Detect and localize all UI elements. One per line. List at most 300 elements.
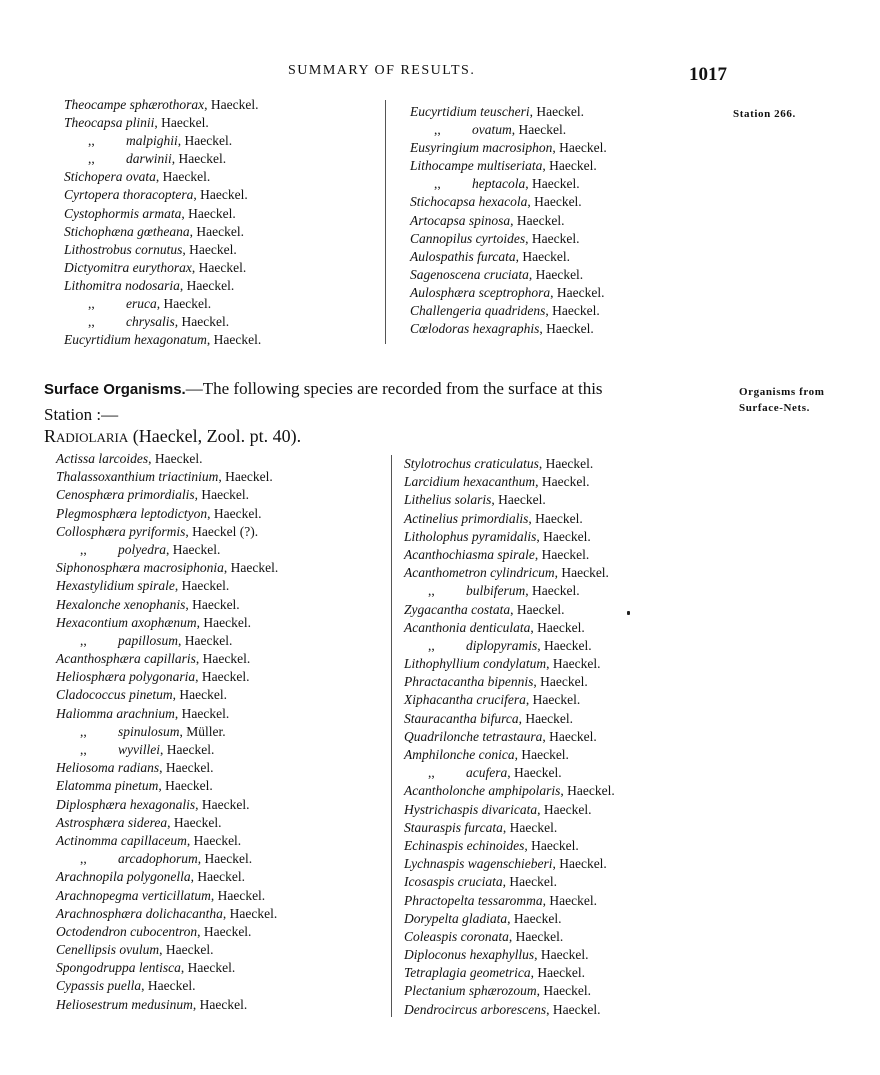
species-entry	[404, 510, 615, 528]
species-entry	[56, 959, 278, 977]
species-entry	[64, 277, 261, 295]
page-number: 1017	[689, 64, 727, 85]
ditto-mark: ,,	[88, 133, 95, 149]
species-name: Stichocapsa hexacola	[410, 194, 528, 210]
species-name: Echinaspis echinoides	[404, 837, 525, 853]
species-name: Siphonosphæra macrosiphonia	[56, 560, 224, 576]
species-entry	[64, 205, 261, 223]
species-authority: , Haeckel.	[546, 656, 601, 672]
species-name: Diploconus hexaphyllus	[404, 947, 535, 963]
species-entry	[404, 637, 615, 655]
species-authority: , Haeckel.	[182, 241, 237, 257]
species-name: Amphilonche conica	[404, 747, 515, 762]
surface-organisms-heading	[44, 376, 603, 427]
species-authority: , Haeckel.	[560, 783, 615, 799]
ditto-mark: ,,	[434, 122, 441, 138]
margin-note-organisms	[739, 384, 825, 416]
species-name: Phractacantha bipennis	[404, 674, 534, 690]
species-entry	[56, 868, 278, 886]
species-name: Challengeria quadridens	[410, 303, 546, 319]
species-entry	[410, 320, 607, 338]
species-entry	[410, 212, 607, 230]
species-name: eruca	[126, 296, 157, 312]
species-authority: , Haeckel.	[552, 856, 607, 872]
species-name: Actinelius primordialis	[404, 510, 529, 526]
species-name: Dictyomitra eurythorax	[64, 259, 192, 275]
species-name: Coleaspis coronata	[404, 928, 509, 944]
species-name: diplopyramis	[466, 637, 538, 653]
species-name: Elatomma pinetum	[56, 778, 159, 794]
species-entry	[56, 468, 278, 486]
species-name: Sagenoscena cruciata	[410, 266, 529, 282]
species-entry	[404, 710, 615, 728]
species-authority: , Haeckel.	[210, 887, 266, 903]
species-entry	[64, 313, 261, 331]
species-entry	[56, 977, 278, 995]
species-authority: , Haeckel.	[206, 332, 262, 348]
species-name: Lychnaspis wagenschieberi	[404, 856, 553, 872]
species-name: Acantholonche amphipolaris	[404, 783, 561, 799]
species-name: Aulospathis furcata	[410, 248, 516, 264]
species-authority: , Haeckel.	[196, 614, 251, 630]
species-authority: , Haeckel.	[539, 321, 594, 337]
species-authority: , Haeckel.	[525, 176, 580, 192]
species-entry	[64, 168, 261, 186]
species-authority: , Haeckel.	[158, 778, 213, 794]
species-name: Astrosphæra siderea	[56, 814, 168, 830]
species-entry	[56, 705, 278, 723]
species-entry	[404, 528, 615, 546]
upper-right-species-list	[410, 103, 607, 338]
species-authority: , Haeckel.	[171, 151, 227, 167]
species-authority: , Haeckel.	[524, 837, 579, 853]
species-name: Heliosestrum medusinum	[56, 996, 193, 1012]
species-authority: , Haeckel.	[508, 928, 564, 944]
species-entry	[404, 601, 615, 619]
species-authority: , Haeckel.	[174, 578, 230, 594]
species-authority: , Haeckel.	[195, 651, 251, 667]
species-name: Hexalonche xenophanis	[56, 596, 186, 612]
species-entry	[404, 764, 615, 782]
species-name: Lithomitra nodosaria	[64, 277, 180, 293]
species-name: polyedra	[118, 541, 166, 557]
lower-left-species-list	[56, 450, 278, 1014]
species-entry	[404, 982, 615, 1000]
species-name: Actinomma capillaceum	[56, 832, 187, 848]
species-authority: , Haeckel.	[545, 303, 600, 319]
species-entry	[410, 175, 607, 193]
species-name: Dorypelta gladiata	[404, 910, 508, 926]
species-name: Acanthonia denticulata	[404, 619, 531, 635]
species-name: darwinii	[126, 151, 172, 167]
species-entry	[404, 873, 615, 891]
species-entry	[404, 473, 615, 491]
species-name: ovatum	[472, 122, 512, 138]
species-authority: , Haeckel.	[174, 314, 230, 330]
species-entry	[410, 103, 607, 121]
species-name: Acanthochiasma spirale	[404, 546, 535, 562]
print-speck	[627, 611, 630, 615]
radiolaria-subheading	[44, 426, 301, 447]
species-authority: , Haeckel.	[534, 546, 590, 562]
species-authority: , Haeckel.	[191, 259, 247, 275]
species-entry	[56, 850, 278, 868]
species-entry	[64, 96, 261, 114]
ditto-mark: ,,	[428, 583, 435, 599]
species-entry	[56, 650, 278, 668]
species-entry	[56, 614, 278, 632]
heading-text: —The following species are recorded from the surface at this	[185, 379, 603, 398]
species-name: acufera	[466, 765, 508, 781]
species-authority: , Haeckel.	[514, 747, 569, 762]
species-entry	[404, 655, 615, 673]
species-authority: , Haeckel.	[159, 742, 215, 757]
species-authority: , Haeckel.	[190, 869, 245, 885]
species-authority: , Haeckel.	[538, 456, 594, 471]
species-entry	[410, 302, 607, 320]
species-entry	[56, 796, 278, 814]
species-entry	[56, 923, 278, 941]
ditto-mark: ,,	[80, 742, 87, 757]
species-authority: , Haeckel.	[223, 560, 279, 576]
species-entry	[56, 450, 278, 468]
lower-right-species-list	[404, 455, 615, 1019]
species-entry	[410, 139, 607, 157]
species-authority: , Haeckel.	[159, 760, 214, 776]
species-authority: , Haeckel.	[195, 796, 250, 812]
column-divider-upper	[385, 100, 386, 344]
heading-line-2: Station :—	[44, 405, 119, 424]
species-entry	[404, 946, 615, 964]
column-divider-lower	[391, 455, 392, 1017]
species-authority: , Haeckel.	[174, 705, 230, 721]
species-authority: , Haeckel.	[155, 169, 211, 185]
species-name: Lithelius solaris	[404, 492, 492, 508]
species-name: Cenellipsis ovulum	[56, 942, 160, 958]
species-entry	[56, 486, 278, 504]
species-authority: , Haeckel.	[533, 674, 588, 690]
species-entry	[56, 777, 278, 795]
species-name: Eucyrtidium hexagonatum	[64, 332, 207, 348]
species-authority: , Haeckel.	[218, 469, 273, 485]
species-authority: , Haeckel.	[141, 978, 196, 994]
species-authority: , Haeckel.	[537, 637, 592, 653]
species-authority: , Haeckel.	[189, 223, 244, 239]
species-authority: , Haeckel.	[179, 277, 235, 293]
species-name: Cladococcus pinetum	[56, 687, 173, 703]
species-name: Cystophormis armata	[64, 205, 182, 221]
species-authority: , Haeckel.	[550, 284, 605, 300]
species-authority: , Haeckel.	[528, 266, 584, 282]
species-name: Theocapsa plinii	[64, 115, 155, 131]
species-name: Litholophus pyramidalis	[404, 528, 537, 544]
species-name: Hystrichaspis divaricata	[404, 801, 538, 817]
species-entry	[64, 223, 261, 241]
species-entry	[404, 782, 615, 800]
species-authority: , Haeckel.	[177, 133, 233, 149]
species-authority: , Haeckel.	[167, 814, 222, 830]
species-entry	[410, 157, 607, 175]
radiolaria-reference: (Haeckel, Zool. pt. 40).	[128, 426, 302, 446]
species-name: Eusyringium macrosiphon	[410, 140, 553, 156]
species-entry	[410, 230, 607, 248]
species-authority: , Haeckel.	[197, 923, 252, 939]
upper-left-species-list	[64, 96, 261, 349]
species-name: Lithostrobus cornutus	[64, 241, 183, 257]
species-authority: , Haeckel.	[166, 541, 221, 557]
species-name: Octodendron cubocentron	[56, 923, 198, 939]
species-name: Phractopelta tessaromma	[404, 892, 543, 908]
species-name: spinulosum	[118, 723, 180, 739]
species-name: wyvillei	[118, 742, 160, 757]
species-authority: , Haeckel (?).	[185, 523, 259, 539]
species-name: Spongodruppa lentisca	[56, 960, 181, 976]
species-entry	[404, 546, 615, 564]
species-entry	[56, 723, 278, 741]
species-authority: , Haeckel.	[181, 205, 236, 221]
species-entry	[64, 132, 261, 150]
species-name: papillosum	[118, 632, 179, 648]
species-authority: , Haeckel.	[528, 510, 583, 526]
species-entry	[56, 559, 278, 577]
species-entry	[404, 1001, 615, 1019]
species-authority: , Haeckel.	[222, 905, 278, 921]
ditto-mark: ,,	[88, 151, 95, 167]
margin-note-line-2: Surface-Nets.	[739, 402, 811, 414]
species-name: Heliosoma radians	[56, 760, 160, 776]
species-authority: , Haeckel.	[159, 942, 214, 958]
species-name: arcadophorum	[118, 851, 198, 867]
species-entry	[404, 491, 615, 509]
ditto-mark: ,,	[428, 765, 435, 781]
species-authority: , Haeckel.	[510, 212, 565, 228]
species-authority: , Haeckel.	[172, 687, 227, 703]
species-authority: , Haeckel.	[192, 996, 248, 1012]
species-entry	[64, 186, 261, 204]
ditto-mark: ,,	[80, 723, 87, 739]
species-name: Dendrocircus arborescens	[404, 1001, 547, 1017]
ditto-mark: ,,	[434, 176, 441, 192]
species-entry	[64, 114, 261, 132]
species-name: Hexacontium axophænum	[56, 614, 197, 630]
species-name: malpighii	[126, 133, 178, 149]
species-name: Aulosphæra sceptrophora	[410, 284, 551, 300]
species-authority: , Haeckel.	[197, 851, 253, 867]
species-name: Arachnopegma verticillatum	[56, 887, 211, 903]
species-authority: , Haeckel.	[530, 619, 585, 635]
species-name: Cyrtopera thoracoptera	[64, 187, 194, 203]
species-authority: , Haeckel.	[527, 194, 582, 210]
species-authority: , Haeckel.	[207, 505, 262, 521]
species-authority: , Haeckel.	[537, 801, 592, 817]
species-authority: , Haeckel.	[193, 187, 248, 203]
ditto-mark: ,,	[80, 851, 87, 867]
heading-bold: Surface Organisms.	[44, 381, 186, 398]
ditto-mark: ,,	[88, 296, 95, 312]
species-entry	[404, 910, 615, 928]
running-title: SUMMARY OF RESULTS.	[288, 63, 476, 78]
species-name: Diplosphæra hexagonalis	[56, 796, 196, 812]
species-name: Haliomma arachnium	[56, 705, 175, 721]
species-authority: , Haeckel.	[148, 451, 203, 466]
species-authority: , Haeckel.	[518, 710, 573, 726]
species-entry	[404, 564, 615, 582]
species-entry	[404, 819, 615, 837]
species-entry	[56, 505, 278, 523]
species-name: Collosphæra pyriformis	[56, 523, 186, 539]
margin-note-station	[733, 106, 796, 122]
species-authority: , Haeckel.	[178, 632, 233, 648]
species-entry	[56, 996, 278, 1014]
species-authority: , Haeckel.	[529, 104, 584, 119]
species-entry	[64, 295, 261, 313]
species-authority: , Haeckel.	[194, 487, 249, 503]
species-authority: , Haeckel.	[195, 669, 250, 685]
species-entry	[404, 964, 615, 982]
species-entry	[56, 832, 278, 850]
species-name: Thalassoxanthium triactinium	[56, 469, 219, 485]
species-name: Cypassis puella	[56, 978, 142, 994]
margin-note-line-1: Organisms from	[739, 386, 825, 398]
species-entry	[404, 746, 615, 764]
species-entry	[64, 259, 261, 277]
species-entry	[410, 266, 607, 284]
species-name: Tetraplagia geometrica	[404, 965, 531, 981]
species-authority: , Haeckel.	[507, 910, 562, 926]
species-name: Hexastylidium spirale	[56, 578, 175, 594]
species-entry	[56, 632, 278, 650]
species-name: Xiphacantha crucifera	[404, 692, 526, 708]
station-label: Station 266.	[733, 108, 796, 120]
species-name: Arachnopila polygonella	[56, 869, 191, 885]
species-name: Icosaspis cruciata	[404, 874, 503, 890]
ditto-mark: ,,	[88, 314, 95, 330]
species-entry	[56, 905, 278, 923]
species-authority: , Haeckel.	[154, 115, 209, 131]
species-name: Quadrilonche tetrastaura	[404, 728, 543, 744]
species-authority: , Haeckel.	[511, 122, 567, 138]
species-authority: , Haeckel.	[507, 765, 562, 781]
species-name: Lithocampe multiseriata	[410, 158, 543, 174]
species-entry	[56, 523, 278, 541]
species-entry	[404, 801, 615, 819]
species-authority: , Haeckel.	[534, 947, 589, 963]
ditto-mark: ,,	[80, 632, 87, 648]
species-name: Plegmosphæra leptodictyon	[56, 505, 208, 521]
species-entry	[410, 121, 607, 139]
species-entry	[56, 814, 278, 832]
species-entry	[64, 150, 261, 168]
species-name: Cenosphæra primordialis	[56, 487, 195, 503]
species-authority: , Haeckel.	[554, 565, 609, 581]
species-entry	[56, 759, 278, 777]
species-authority: , Haeckel.	[502, 819, 558, 835]
species-name: Theocampe sphærothorax	[64, 97, 205, 112]
species-name: Stauraspis furcata	[404, 819, 503, 835]
species-authority: , Haeckel.	[525, 230, 580, 246]
species-authority: , Haeckel.	[542, 728, 597, 744]
species-entry	[404, 855, 615, 873]
species-entry	[404, 691, 615, 709]
species-entry	[56, 541, 278, 559]
species-name: Stylotrochus craticulatus	[404, 456, 539, 471]
species-entry	[56, 596, 278, 614]
species-name: Acanthometron cylindricum	[404, 565, 555, 581]
species-name: Acanthosphæra capillaris	[56, 651, 196, 667]
species-authority: , Haeckel.	[542, 158, 597, 174]
species-name: Stauracantha bifurca	[404, 710, 519, 726]
species-authority: , Haeckel.	[186, 832, 242, 848]
species-name: Heliosphæra polygonaria	[56, 669, 196, 685]
species-authority: , Haeckel.	[546, 1001, 601, 1017]
species-entry	[404, 892, 615, 910]
species-entry	[56, 577, 278, 595]
species-entry	[56, 887, 278, 905]
species-name: Artocapsa spinosa	[410, 212, 511, 228]
species-entry	[56, 686, 278, 704]
species-name: Lithophyllium condylatum	[404, 656, 547, 672]
species-authority: , Haeckel.	[491, 492, 546, 508]
species-authority: , Haeckel.	[530, 965, 585, 981]
radiolaria-label: Radiolaria	[44, 426, 129, 446]
species-authority: , Haeckel.	[525, 583, 580, 599]
species-authority: , Haeckel.	[510, 601, 565, 617]
species-authority: , Haeckel.	[180, 960, 236, 976]
species-entry	[404, 728, 615, 746]
species-entry	[404, 619, 615, 637]
species-name: heptacola	[472, 176, 526, 192]
species-authority: , Haeckel.	[536, 983, 591, 999]
species-name: Stichopera ovata	[64, 169, 156, 185]
species-entry	[410, 284, 607, 302]
species-authority: , Haeckel.	[535, 474, 590, 490]
species-authority: , Haeckel.	[502, 874, 557, 890]
species-name: Cœlodoras hexagraphis	[410, 321, 540, 337]
species-name: Arachnosphæra dolichacantha	[56, 905, 223, 921]
species-entry	[410, 193, 607, 211]
species-authority: , Haeckel.	[185, 596, 240, 612]
ditto-mark: ,,	[428, 637, 435, 653]
species-authority: , Haeckel.	[536, 528, 591, 544]
species-name: Zygacantha costata	[404, 601, 511, 617]
species-authority: , Müller.	[179, 723, 226, 739]
species-name: Stichophæna gœtheana	[64, 223, 190, 239]
species-name: Actissa larcoides	[56, 451, 149, 466]
species-entry	[56, 668, 278, 686]
species-entry	[56, 741, 278, 759]
species-entry	[404, 928, 615, 946]
species-entry	[64, 241, 261, 259]
species-authority: , Haeckel.	[525, 692, 581, 708]
species-name: chrysalis	[126, 314, 175, 330]
species-name: Eucyrtidium teuscheri	[410, 104, 530, 119]
species-name: Plectanium sphærozoum	[404, 983, 537, 999]
species-authority: , Haeckel.	[542, 892, 597, 908]
species-entry	[404, 837, 615, 855]
species-entry	[404, 673, 615, 691]
species-authority: , Haeckel.	[515, 248, 570, 264]
species-entry	[404, 455, 615, 473]
species-entry	[64, 331, 261, 349]
species-entry	[410, 248, 607, 266]
species-authority: , Haeckel.	[204, 97, 259, 112]
species-name: bulbiferum	[466, 583, 526, 599]
species-authority: , Haeckel.	[552, 140, 607, 156]
species-name: Cannopilus cyrtoides	[410, 230, 526, 246]
species-name: Larcidium hexacanthum	[404, 474, 536, 490]
species-entry	[56, 941, 278, 959]
ditto-mark: ,,	[80, 541, 87, 557]
